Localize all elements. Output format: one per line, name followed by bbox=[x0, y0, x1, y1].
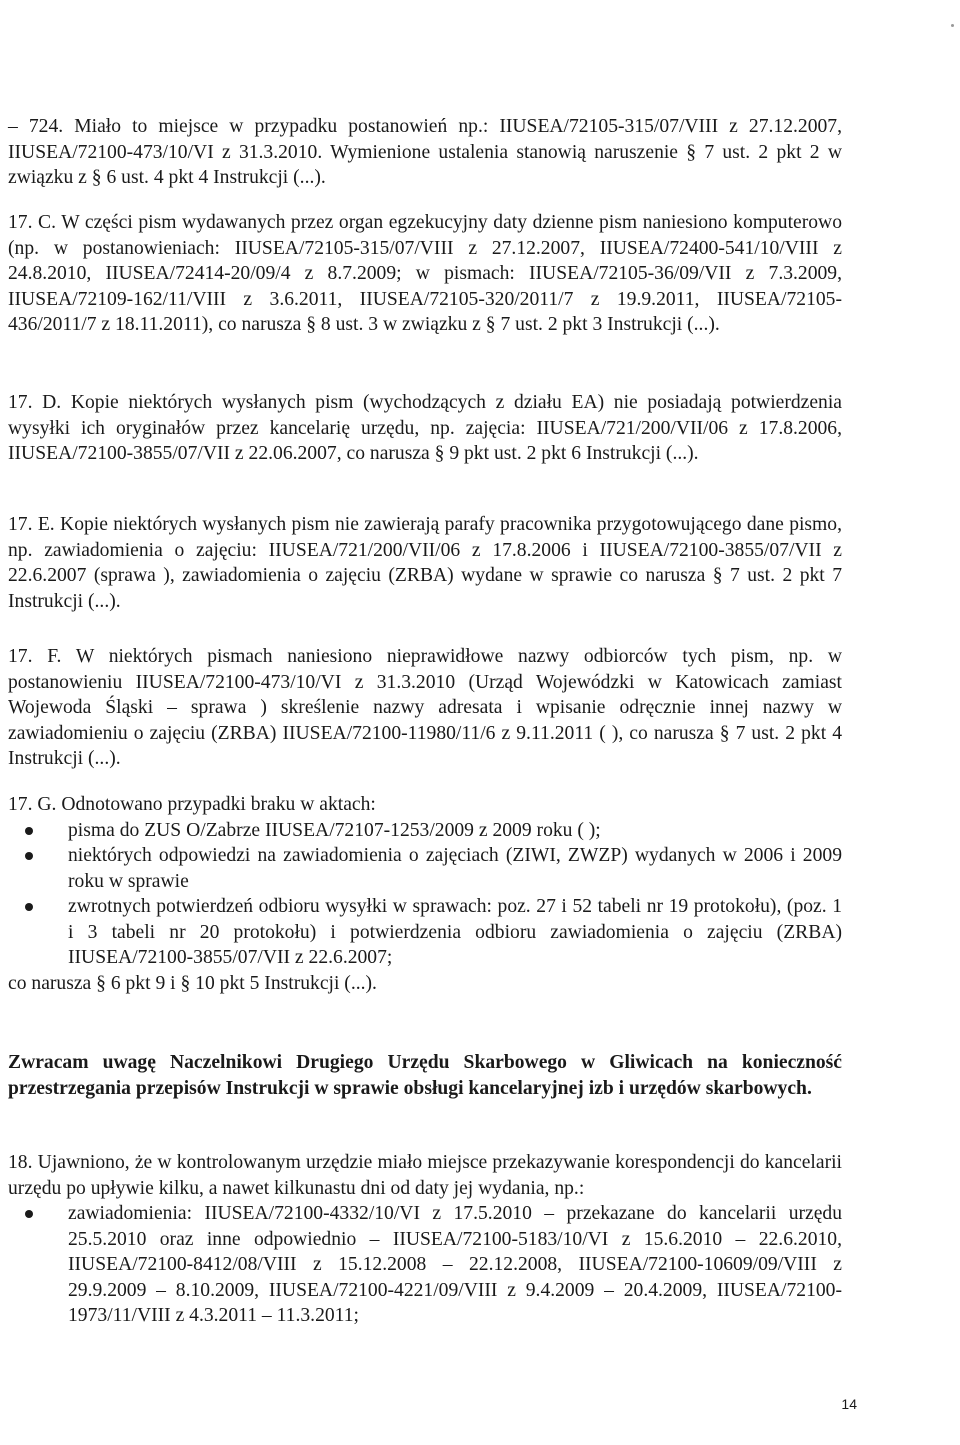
list-item: zawiadomienia: IIUSEA/72100-4332/10/VI z 17.5.2010 – przekazane do kancelarii urzędu 25.5.2010 oraz inne odpowiednio – IIUSEA/72100-5183/10/VI z 15.6.2010 – 22.6.2010, IIUSEA/72100-8412/08/VIII z 15.12.2008 – 22.12.2008, IIUSEA/72100-10609/09/VIII z 29.9.2009 – 8.10.2009, IIUSEA/72100-4221/09/VIII z 9.4.2009 – 20.4.2009, IIUSEA/72100-1973/11/VIII z 4.3.2011 – 11.3.2011; bbox=[8, 1201, 842, 1329]
paragraph-17f: 17. F. W niektórych pismach naniesiono nieprawidłowe nazwy odbiorców tych pism, np. w postanowieniu IIUSEA/72100-473/10/VI z 31.3.2010 (Urząd Wojewódzki w Katowicach zamiast Wojewoda Śląski – sprawa ) skreślenie nazwy adresata i wpisanie odręcznie innej nazwy w zawiadomieniu o zajęciu (ZRBA) IIUSEA/72100-11980/11/6 z 9.11.2011 ( ), co narusza § 7 ust. 2 pkt 4 Instrukcji (...). bbox=[8, 646, 842, 769]
list-item: zwrotnych potwierdzeń odbioru wysyłki w sprawach: poz. 27 i 52 tabeli nr 19 protokołu), (poz. 1 i 3 tabeli nr 20 protokołu) i potwierdzenia odbioru zawiadomienia o zajęciu (ZRBA) IIUSEA/72100-3855/07/VII z 22.6.2007; bbox=[8, 894, 842, 971]
list-17g bbox=[8, 818, 842, 971]
attention-notice: Zwracam uwagę Naczelnikowi Drugiego Urzędu Skarbowego w Gliwicach na konieczność przestrzegania przepisów Instrukcji w sprawie obsługi kancelaryjnej izb i urzędów skarbowych. bbox=[8, 1052, 842, 1099]
scan-speck bbox=[951, 24, 954, 27]
list-item: niektórych odpowiedzi na zawiadomienia o zajęciach (ZIWI, ZWZP) wydanych w 2006 i 2009 roku w sprawie bbox=[8, 843, 842, 894]
paragraph-17g-outro: co narusza § 6 pkt 9 i § 10 pkt 5 Instrukcji (...). bbox=[8, 972, 377, 994]
paragraph-18-intro: 18. Ujawniono, że w kontrolowanym urzędzie miało miejsce przekazywanie korespondencji do kancelarii urzędu po upływie kilku, a nawet kilkunastu dni od daty jej wydania, np.: bbox=[8, 1152, 842, 1199]
list-18 bbox=[8, 1201, 842, 1329]
page-number: 14 bbox=[841, 1396, 857, 1412]
paragraph-724: – 724. Miało to miejsce w przypadku postanowień np.: IIUSEA/72105-315/07/VIII z 27.12.2007, IIUSEA/72100-473/10/VI z 31.3.2010. Wymienione ustalenia stanowią naruszenie § 7 ust. 2 pkt 2 w związku z § 6 ust. 4 pkt 4 Instrukcji (...). bbox=[8, 116, 842, 188]
paragraph-17c: 17. C. W części pism wydawanych przez organ egzekucyjny daty dzienne pism naniesiono komputerowo (np. w postanowieniach: IIUSEA/72105-315/07/VIII z 27.12.2007, IIUSEA/72400-541/10/VIII z 24.8.2010, IIUSEA/72414-20/09/4 z 8.7.2009; w pismach: IIUSEA/72105-36/09/VII z 7.3.2009, IIUSEA/72109-162/11/VIII z 3.6.2011, IIUSEA/72105-320/2011/7 z 19.9.2011, IIUSEA/72105-436/2011/7 z 18.11.2011), co narusza § 8 ust. 3 w związku z § 7 ust. 2 pkt 3 Instrukcji (...). bbox=[8, 212, 842, 335]
paragraph-17e: 17. E. Kopie niektórych wysłanych pism nie zawierają parafy pracownika przygotowującego dane pismo, np. zawiadomienia o zajęciu: IIUSEA/721/200/VII/06 z 17.8.2006 i IIUSEA/72100-3855/07/VII z 22.6.2007 (sprawa ), zawiadomienia o zajęciu (ZRBA) wydane w sprawie co narusza § 7 ust. 2 pkt 7 Instrukcji (...). bbox=[8, 514, 842, 612]
section-18 bbox=[8, 1150, 842, 1329]
paragraph-17d: 17. D. Kopie niektórych wysłanych pism (wychodzących z działu EA) nie posiadają potwierdzenia wysyłki ich oryginałów przez kancelarię urzędu, np. zajęcia: IIUSEA/721/200/VII/06 z 17.8.2006, IIUSEA/72100-3855/07/VII z 22.06.2007, co narusza § 9 pkt ust. 2 pkt 6 Instrukcji (...). bbox=[8, 392, 842, 464]
section-17g bbox=[8, 792, 842, 996]
paragraph-17g-intro: 17. G. Odnotowano przypadki braku w aktach: bbox=[8, 794, 376, 815]
list-item: pisma do ZUS O/Zabrze IIUSEA/72107-1253/2009 z 2009 roku ( ); bbox=[8, 818, 842, 844]
